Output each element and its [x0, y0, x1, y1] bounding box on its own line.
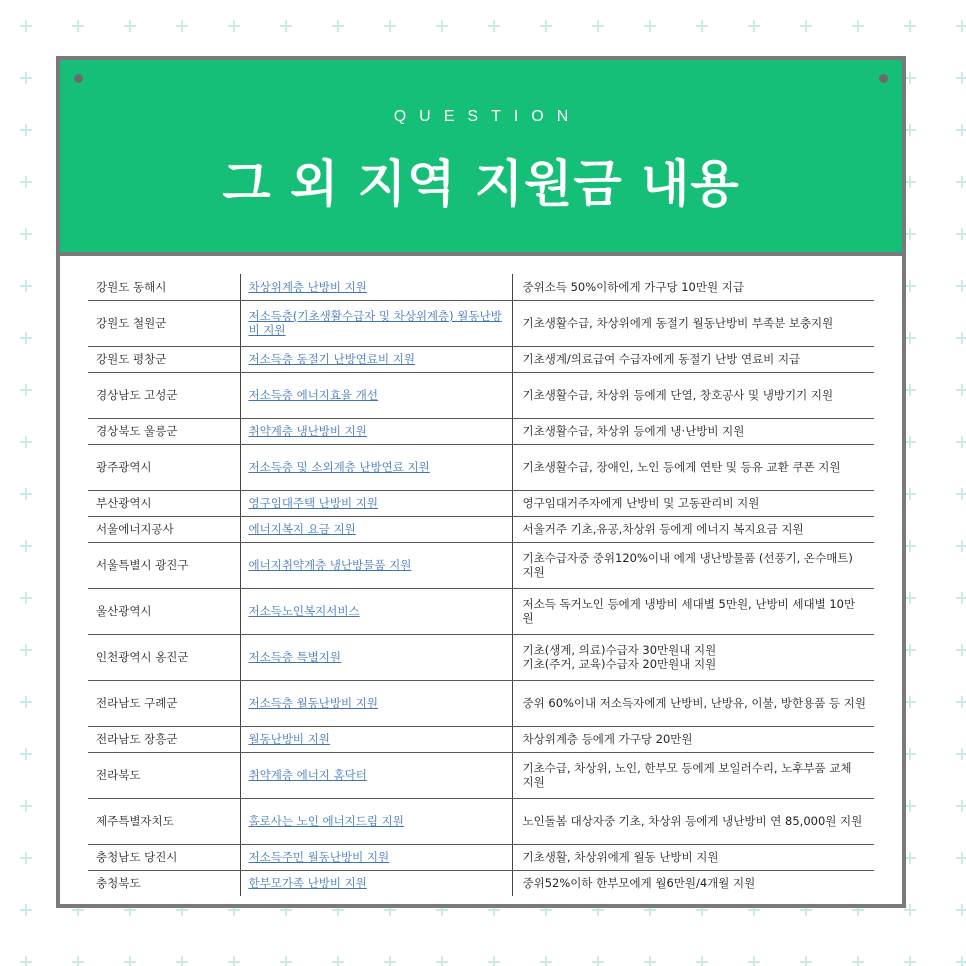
info-card	[56, 56, 906, 908]
table-row	[88, 588, 874, 634]
support-table-wrapper	[88, 274, 874, 896]
detail-cell: 중위 60%이내 저소득자에게 난방비, 난방유, 이불, 방한용품 등 지원	[512, 680, 874, 726]
program-cell	[240, 516, 512, 542]
table-row	[88, 844, 874, 870]
program-cell	[240, 490, 512, 516]
detail-cell: 차상위계층 등에게 가구당 20만원	[512, 726, 874, 752]
program-link[interactable]: 저소득노인복지서비스	[248, 604, 360, 618]
region-cell: 서울에너지공사	[88, 516, 240, 542]
detail-cell: 기초수급, 차상위, 노인, 한부모 등에게 보일러수리, 노후부품 교체 지원	[512, 752, 874, 798]
detail-cell: 기초생활수급, 차상위 등에게 단열, 창호공사 및 냉방기기 지원	[512, 372, 874, 418]
table-row	[88, 372, 874, 418]
program-cell	[240, 870, 512, 896]
region-cell: 강원도 동해시	[88, 274, 240, 300]
region-cell: 경상남도 고성군	[88, 372, 240, 418]
program-cell	[240, 680, 512, 726]
program-cell	[240, 752, 512, 798]
program-link[interactable]: 취약계층 냉난방비 지원	[248, 424, 367, 438]
program-cell	[240, 300, 512, 346]
program-link[interactable]: 한부모가족 난방비 지원	[248, 876, 367, 891]
table-row	[88, 300, 874, 346]
region-cell: 전라남도 장흥군	[88, 726, 240, 752]
detail-cell: 기초생활, 차상위에게 월동 난방비 지원	[512, 844, 874, 870]
region-cell: 강원도 철원군	[88, 300, 240, 346]
program-link[interactable]: 에너지취약계층 냉난방물품 지원	[248, 558, 412, 572]
program-cell	[240, 844, 512, 870]
program-link[interactable]: 저소득주민 월동난방비 지원	[248, 850, 390, 864]
detail-cell: 기초수급자중 중위120%이내 에게 냉난방물품 (선풍기, 온수매트) 지원	[512, 542, 874, 588]
region-cell: 광주광역시	[88, 444, 240, 490]
program-link[interactable]: 저소득층 에너지효율 개선	[248, 388, 379, 402]
table-row	[88, 680, 874, 726]
region-cell: 제주특별자치도	[88, 798, 240, 844]
table-row	[88, 274, 874, 300]
program-link[interactable]: 차상위계층 난방비 지원	[248, 279, 367, 294]
program-link[interactable]: 저소득층 특별지원	[248, 650, 342, 664]
program-link[interactable]: 에너지복지 요금 지원	[248, 522, 356, 536]
pin-dot-left	[74, 74, 83, 83]
support-table-body	[88, 274, 874, 896]
program-link[interactable]: 저소득층 및 소외계층 난방연료 지원	[248, 460, 430, 474]
region-cell: 울산광역시	[88, 588, 240, 634]
table-row	[88, 346, 874, 372]
program-cell	[240, 588, 512, 634]
table-row	[88, 516, 874, 542]
region-cell: 전라북도	[88, 752, 240, 798]
table-row	[88, 418, 874, 444]
table-row	[88, 444, 874, 490]
table-row	[88, 490, 874, 516]
program-cell	[240, 444, 512, 490]
detail-cell: 영구임대거주자에게 난방비 및 고동관리비 지원	[512, 490, 874, 516]
program-cell	[240, 634, 512, 680]
program-cell	[240, 372, 512, 418]
pin-dot-right	[879, 74, 888, 83]
program-cell	[240, 726, 512, 752]
eyebrow-label: QUESTION	[393, 108, 582, 125]
region-cell: 전라남도 구례군	[88, 680, 240, 726]
detail-cell: 기초생활수급, 차상위에게 동절기 월동난방비 부족분 보충지원	[512, 300, 874, 346]
detail-cell: 중위소득 50%이하에게 가구당 10만원 지급	[512, 274, 874, 300]
region-cell: 충청북도	[96, 876, 141, 891]
program-cell	[240, 274, 512, 300]
program-cell	[240, 418, 512, 444]
detail-cell: 기초생활수급, 장애인, 노인 등에게 연탄 및 등유 교환 쿠폰 지원	[512, 444, 874, 490]
program-link[interactable]: 저소득층 동절기 난방연료비 지원	[248, 352, 415, 366]
program-cell	[240, 542, 512, 588]
detail-cell: 기초생활수급, 차상위 등에게 냉·난방비 지원	[512, 418, 874, 444]
program-link[interactable]: 저소득층(기초생활수급자 및 차상위계층) 월동난방비 지원	[248, 309, 502, 337]
region-cell: 부산광역시	[88, 490, 240, 516]
program-cell	[240, 346, 512, 372]
region-cell: 인천광역시 옹진군	[88, 634, 240, 680]
region-cell: 서울특별시 광진구	[88, 542, 240, 588]
program-link[interactable]: 홀로사는 노인 에너지드림 지원	[248, 814, 404, 828]
table-row	[88, 634, 874, 680]
table-row	[88, 726, 874, 752]
page-title: 그 외 지역 지원금 내용	[222, 155, 740, 213]
detail-cell: 중위52%이하 한부모에게 월6만원/4개월 지원	[522, 876, 756, 891]
program-link[interactable]: 월동난방비 지원	[248, 732, 330, 746]
region-cell: 충청남도 당진시	[88, 844, 240, 870]
region-cell: 강원도 평창군	[88, 346, 240, 372]
detail-cell: 기초생계/의료급여 수급자에게 동절기 난방 연료비 지급	[512, 346, 874, 372]
detail-cell: 서울거주 기초,유공,차상위 등에게 에너지 복지요금 지원	[512, 516, 874, 542]
detail-cell: 기초(생계, 의료)수급자 30만원내 지원 기초(주거, 교육)수급자 20만원내 지원	[512, 634, 874, 680]
region-cell: 경상북도 울릉군	[88, 418, 240, 444]
detail-cell: 저소득 독거노인 등에게 냉방비 세대별 5만원, 난방비 세대별 10만원	[512, 588, 874, 634]
program-cell	[240, 798, 512, 844]
program-link[interactable]: 저소득층 월동난방비 지원	[248, 696, 379, 710]
table-row	[88, 752, 874, 798]
detail-cell: 노인돌봄 대상자중 기초, 차상위 등에게 냉난방비 연 85,000원 지원	[512, 798, 874, 844]
table-row	[88, 870, 874, 896]
program-link[interactable]: 취약계층 에너지 홈닥터	[248, 768, 367, 782]
program-link[interactable]: 영구임대주택 난방비 지원	[248, 496, 379, 510]
support-table	[88, 274, 874, 896]
card-header	[60, 60, 902, 256]
table-row	[88, 542, 874, 588]
table-row	[88, 798, 874, 844]
